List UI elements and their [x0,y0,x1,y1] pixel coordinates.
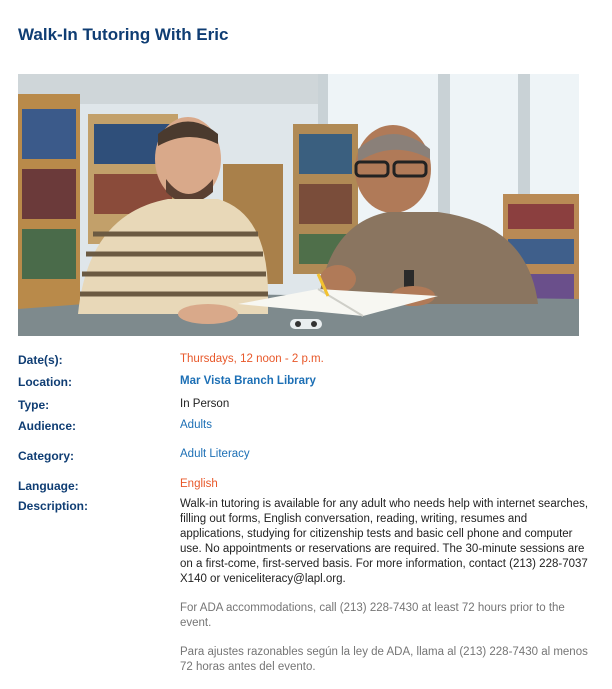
type-label: Type: [18,398,50,412]
ada-spanish-note: Para ajustes razonables según la ley de ADA, llama al (213) 228-7430 al menos 72 horas antes del evento. [180,646,588,673]
category-label: Category: [18,449,75,463]
language-label: Language: [18,479,79,493]
location-label: Location: [18,375,72,389]
description-label: Description: [18,499,89,513]
page-title: Walk-In Tutoring With Eric [18,25,229,44]
language-value: English [180,478,218,490]
ada-english-note: For ADA accommodations, call (213) 228-7430 at least 72 hours prior to the event. [180,602,565,629]
audience-label: Audience: [18,419,77,433]
type-value: In Person [180,398,230,410]
audience-link[interactable]: Adults [180,419,212,431]
dates-label: Date(s): [18,353,63,367]
dates-value: Thursdays, 12 noon - 2 p.m. [180,353,324,365]
event-photo [18,74,579,336]
tutoring-photo-illustration [18,74,579,336]
description-text: Walk-in tutoring is available for any adult who needs help with internet searches, filling out forms, English conversation, reading, writing, resumes and applications, studying for citizenship tests and basic cell phone and computer use. No appointments or reservations are required. The 30-minute sessions are on a first-come, first-served basis. For more information, contact (213) 228-7037 X140 or veniceliteracy@lapl.org. [180,498,589,585]
location-link[interactable]: Mar Vista Branch Library [180,375,316,387]
description-body [180,497,592,689]
category-link[interactable]: Adult Literacy [180,448,250,460]
